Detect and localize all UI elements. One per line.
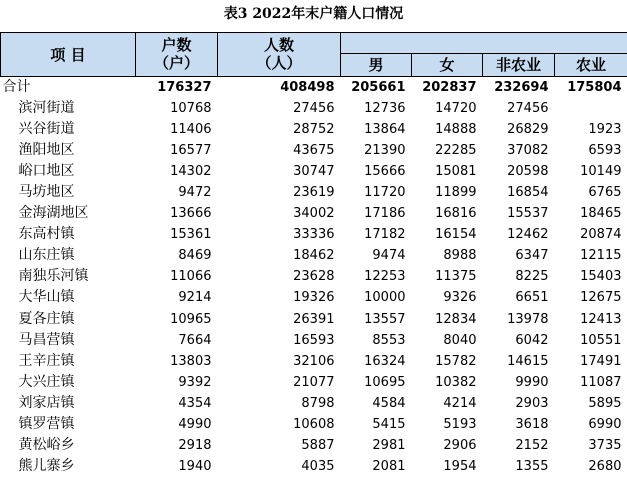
cell-male: 17186 xyxy=(364,206,406,222)
cell-name: 东高村镇 xyxy=(18,226,75,243)
cell-female: 5193 xyxy=(443,416,477,432)
cell-population: 19326 xyxy=(293,290,335,306)
cell-name: 滨河街道 xyxy=(18,100,75,117)
cell-population: 28752 xyxy=(293,122,335,138)
header-agri: 农业 xyxy=(555,54,627,77)
cell-name: 山东庄镇 xyxy=(18,247,75,264)
cell-male: 11720 xyxy=(364,185,406,201)
table-row xyxy=(1,98,627,119)
cell-non-agri: 15537 xyxy=(507,206,549,222)
cell-female: 14888 xyxy=(435,122,477,138)
cell-female: 8988 xyxy=(443,248,477,264)
cell-agri: 6593 xyxy=(588,143,622,159)
cell-non-agri: 6347 xyxy=(515,248,549,264)
cell-name: 刘家店镇 xyxy=(18,394,75,411)
table-row xyxy=(1,161,627,182)
cell-agri: 17491 xyxy=(580,353,622,369)
cell-non-agri: 26829 xyxy=(507,122,549,138)
cell-name: 大华山镇 xyxy=(18,289,75,306)
cell-female: 2906 xyxy=(443,437,477,453)
cell-female: 202837 xyxy=(412,77,483,99)
cell-male: 15666 xyxy=(364,164,406,180)
cell-households: 13666 xyxy=(170,206,212,222)
cell-households: 176327 xyxy=(136,77,218,99)
cell-name: 马昌营镇 xyxy=(18,331,75,348)
cell-male: 17182 xyxy=(364,227,406,243)
cell-male: 16324 xyxy=(364,353,406,369)
header-households-unit: （户） xyxy=(136,54,218,77)
cell-households: 9214 xyxy=(178,290,212,306)
cell-female: 4214 xyxy=(443,395,477,411)
cell-male: 2981 xyxy=(372,437,406,453)
cell-agri: 12675 xyxy=(580,290,622,306)
cell-name: 大兴庄镇 xyxy=(18,373,75,390)
cell-agri: 6990 xyxy=(588,416,622,432)
cell-male: 13864 xyxy=(364,122,406,138)
header-spacer xyxy=(341,33,627,54)
cell-agri: 175804 xyxy=(555,77,627,99)
header-population: 人数 xyxy=(218,33,341,54)
cell-agri: 1923 xyxy=(588,122,622,138)
cell-male: 12736 xyxy=(364,101,406,117)
cell-population: 30747 xyxy=(293,164,335,180)
cell-households: 9472 xyxy=(178,185,212,201)
cell-name: 熊儿寨乡 xyxy=(18,457,75,474)
table-row xyxy=(1,456,627,477)
cell-households: 4990 xyxy=(178,416,212,432)
table-row xyxy=(1,245,627,266)
table-row xyxy=(1,287,627,308)
cell-non-agri: 1355 xyxy=(515,458,549,474)
table-row xyxy=(1,203,627,224)
cell-population: 10608 xyxy=(293,416,335,432)
cell-male: 5415 xyxy=(372,416,406,432)
cell-name: 夏各庄镇 xyxy=(18,310,75,327)
cell-population: 43675 xyxy=(293,143,335,159)
cell-agri: 12413 xyxy=(580,311,622,327)
cell-name: 镇罗营镇 xyxy=(18,415,75,432)
cell-population: 23628 xyxy=(293,269,335,285)
table-row xyxy=(1,119,627,140)
table-row xyxy=(1,266,627,287)
table-row xyxy=(1,393,627,414)
cell-name: 渔阳地区 xyxy=(18,142,75,159)
cell-population: 23619 xyxy=(293,185,335,201)
header-non-agri: 非农业 xyxy=(483,54,555,77)
cell-households: 2918 xyxy=(178,437,212,453)
cell-male: 205661 xyxy=(341,77,412,99)
cell-non-agri: 3618 xyxy=(515,416,549,432)
cell-name: 黄松峪乡 xyxy=(18,436,75,453)
cell-non-agri: 2903 xyxy=(515,395,549,411)
cell-population: 18462 xyxy=(293,248,335,264)
cell-agri: 10149 xyxy=(580,164,622,180)
cell-population: 5887 xyxy=(301,437,335,453)
cell-name: 兴谷街道 xyxy=(18,121,75,138)
cell-non-agri: 8225 xyxy=(515,269,549,285)
table-row xyxy=(1,351,627,372)
cell-households: 1940 xyxy=(178,458,212,474)
cell-non-agri: 14615 xyxy=(507,353,549,369)
cell-agri: 2680 xyxy=(588,458,622,474)
cell-households: 8469 xyxy=(178,248,212,264)
cell-population: 27456 xyxy=(293,101,335,117)
cell-agri: 20874 xyxy=(580,227,622,243)
cell-population: 408498 xyxy=(218,77,341,99)
cell-male: 12253 xyxy=(364,269,406,285)
cell-population: 33336 xyxy=(293,227,335,243)
cell-non-agri: 20598 xyxy=(507,164,549,180)
cell-non-agri: 6042 xyxy=(515,332,549,348)
table-row xyxy=(1,224,627,245)
cell-population: 16593 xyxy=(293,332,335,348)
cell-female: 8040 xyxy=(443,332,477,348)
cell-non-agri: 27456 xyxy=(507,101,549,117)
cell-households: 7664 xyxy=(178,332,212,348)
cell-male: 10695 xyxy=(364,374,406,390)
cell-agri: 12115 xyxy=(580,248,622,264)
cell-households: 13803 xyxy=(170,353,212,369)
cell-agri: 15403 xyxy=(580,269,622,285)
cell-name: 合计 xyxy=(1,77,136,99)
cell-female: 15081 xyxy=(435,164,477,180)
cell-male: 10000 xyxy=(364,290,406,306)
cell-non-agri: 13978 xyxy=(507,311,549,327)
cell-name: 峪口地区 xyxy=(18,163,75,180)
table-row xyxy=(1,140,627,161)
cell-agri: 11087 xyxy=(580,374,622,390)
cell-female: 10382 xyxy=(435,374,477,390)
cell-non-agri: 6651 xyxy=(515,290,549,306)
table-row xyxy=(1,414,627,435)
cell-female: 22285 xyxy=(435,143,477,159)
table-row xyxy=(1,435,627,456)
table-title: 表3 2022年末户籍人口情况 xyxy=(223,6,404,22)
cell-non-agri: 232694 xyxy=(483,77,555,99)
header-male: 男 xyxy=(341,54,412,77)
cell-non-agri: 12462 xyxy=(507,227,549,243)
cell-households: 16577 xyxy=(170,143,212,159)
cell-female: 1954 xyxy=(443,458,477,474)
cell-agri xyxy=(555,98,627,119)
cell-female: 9326 xyxy=(443,290,477,306)
cell-population: 8798 xyxy=(301,395,335,411)
cell-male: 13557 xyxy=(364,311,406,327)
cell-female: 14720 xyxy=(435,101,477,117)
cell-households: 14302 xyxy=(170,164,212,180)
table-row xyxy=(1,330,627,351)
cell-female: 15782 xyxy=(435,353,477,369)
cell-female: 12834 xyxy=(435,311,477,327)
cell-agri: 6765 xyxy=(588,185,622,201)
cell-population: 34002 xyxy=(293,206,335,222)
cell-households: 15361 xyxy=(170,227,212,243)
cell-households: 4354 xyxy=(178,395,212,411)
table-row xyxy=(1,372,627,393)
cell-female: 16154 xyxy=(435,227,477,243)
cell-name: 南独乐河镇 xyxy=(18,268,89,285)
population-table xyxy=(0,32,627,477)
cell-non-agri: 37082 xyxy=(507,143,549,159)
cell-female: 11899 xyxy=(435,185,477,201)
cell-male: 8553 xyxy=(372,332,406,348)
cell-population: 26391 xyxy=(293,311,335,327)
cell-name: 马坊地区 xyxy=(18,184,75,201)
cell-population: 4035 xyxy=(301,458,335,474)
cell-agri: 10551 xyxy=(580,332,622,348)
cell-name: 金海湖地区 xyxy=(18,205,89,222)
total-row xyxy=(1,77,627,99)
cell-female: 16816 xyxy=(435,206,477,222)
cell-population: 32106 xyxy=(293,353,335,369)
cell-male: 21390 xyxy=(364,143,406,159)
header-female: 女 xyxy=(412,54,483,77)
cell-population: 21077 xyxy=(293,374,335,390)
cell-name: 王辛庄镇 xyxy=(18,352,75,369)
table-body xyxy=(1,77,627,477)
cell-non-agri: 2152 xyxy=(515,437,549,453)
cell-male: 2081 xyxy=(372,458,406,474)
cell-agri: 5895 xyxy=(588,395,622,411)
header-population-unit: （人） xyxy=(218,54,341,77)
cell-households: 11066 xyxy=(170,269,212,285)
cell-agri: 3735 xyxy=(588,437,622,453)
cell-female: 11375 xyxy=(435,269,477,285)
cell-households: 9392 xyxy=(178,374,212,390)
cell-households: 11406 xyxy=(170,122,212,138)
cell-agri: 18465 xyxy=(580,206,622,222)
cell-households: 10965 xyxy=(170,311,212,327)
table-row xyxy=(1,182,627,203)
cell-non-agri: 16854 xyxy=(507,185,549,201)
header-item: 项 目 xyxy=(1,33,136,77)
cell-male: 9474 xyxy=(372,248,406,264)
cell-male: 4584 xyxy=(372,395,406,411)
cell-households: 10768 xyxy=(170,101,212,117)
header-households: 户数 xyxy=(136,33,218,54)
table-row xyxy=(1,309,627,330)
cell-non-agri: 9990 xyxy=(515,374,549,390)
